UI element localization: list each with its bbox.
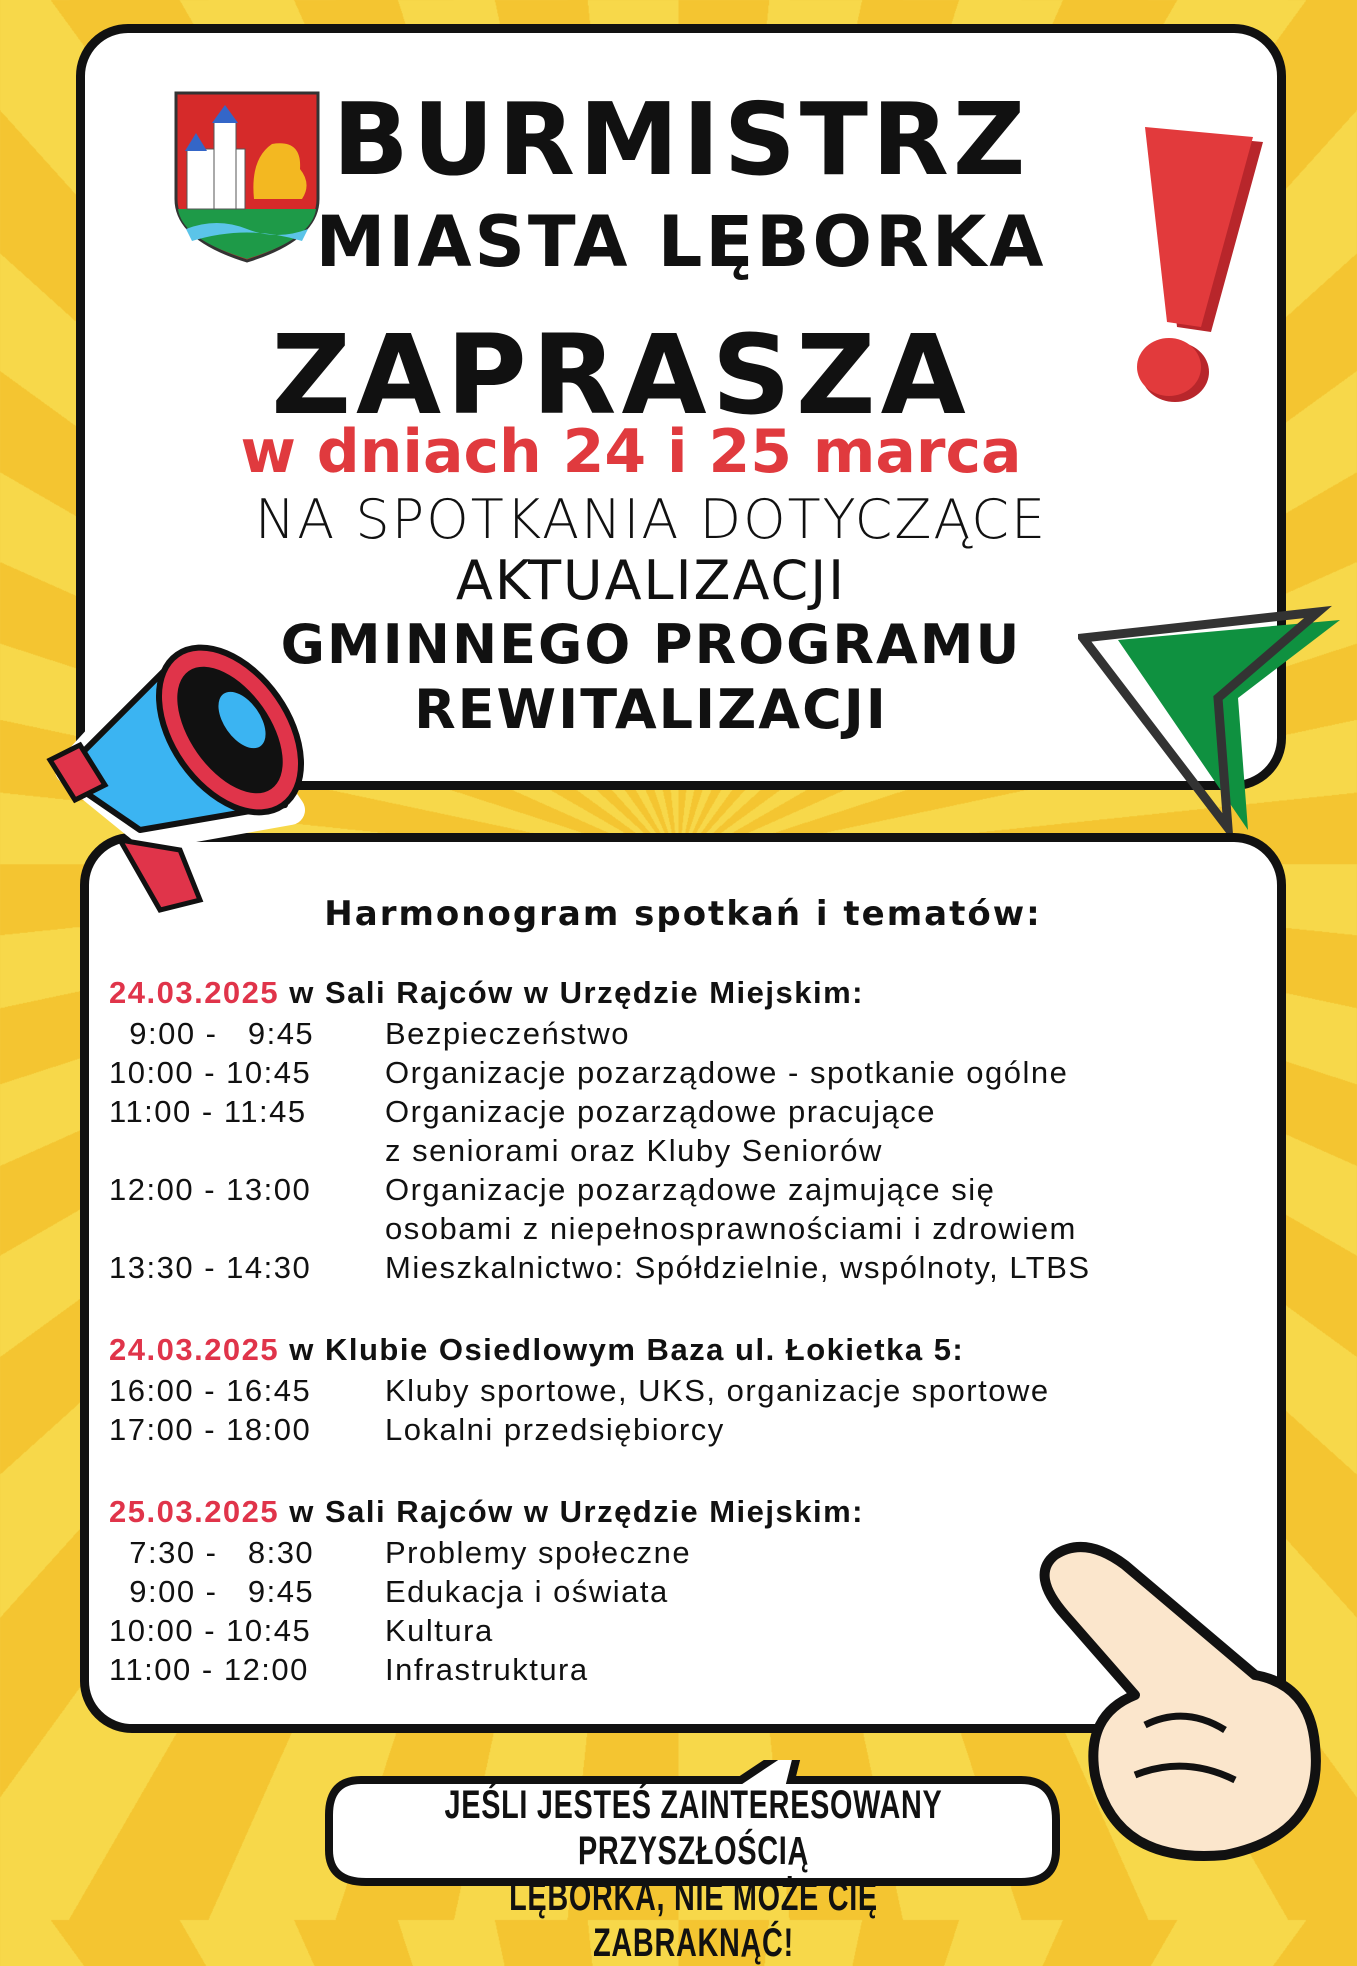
program-name-line1: GMINNEGO PROGRAMU (280, 613, 1022, 676)
schedule-row (109, 1572, 1091, 1611)
schedule-row (109, 1248, 1091, 1287)
section-place: w Sali Rajców w Urzędzie Miejskim: (279, 975, 864, 1010)
row-topic: osobami z niepełnosprawnościami i zdrowiem (385, 1211, 1077, 1246)
row-time: 7:30 - 8:30 (109, 1535, 315, 1570)
megaphone-icon (30, 610, 340, 935)
row-time: 11:00 - 12:00 (109, 1652, 309, 1687)
title-invites: ZAPRASZA (271, 311, 971, 439)
row-topic: Organizacje pozarządowe - spotkanie ogólne (385, 1055, 1069, 1090)
row-time: 17:00 - 18:00 (109, 1412, 312, 1447)
schedule-row (109, 1170, 1091, 1209)
pointing-hand-icon (1025, 1535, 1335, 1880)
row-time: 9:00 - 9:45 (109, 1016, 315, 1051)
schedule-row (109, 1650, 1091, 1689)
title-burmistrz: BURMISTRZ (332, 81, 1030, 198)
schedule-row (109, 1131, 1091, 1170)
row-time: 13:30 - 14:30 (109, 1250, 312, 1285)
event-dates: w dniach 24 i 25 marca (240, 417, 1022, 487)
schedule-row (109, 1371, 1091, 1410)
row-time (109, 1209, 385, 1248)
call-to-action-line2: LĘBORKA, NIE MOŻE CIĘ ZABRAKNĄĆ! (509, 1875, 878, 1965)
schedule-section (109, 1329, 1091, 1449)
row-time: 10:00 - 10:45 (109, 1055, 312, 1090)
section-date: 25.03.2025 (109, 1494, 280, 1529)
section-date: 24.03.2025 (109, 975, 280, 1010)
row-topic: Mieszkalnictwo: Spółdzielnie, wspólnoty, LTBS (385, 1250, 1091, 1285)
call-to-action-text (425, 1782, 961, 1966)
row-time: 11:00 - 11:45 (109, 1094, 307, 1129)
row-topic: z seniorami oraz Kluby Seniorów (385, 1133, 883, 1168)
schedule-row (109, 1410, 1091, 1449)
subtitle-line1: NA SPOTKANIA DOTYCZĄCE (254, 488, 1048, 551)
schedule-list (109, 972, 1091, 1731)
row-topic: Bezpieczeństwo (385, 1016, 631, 1051)
row-time (109, 1131, 385, 1170)
row-topic: Lokalni przedsiębiorcy (385, 1412, 725, 1447)
section-date: 24.03.2025 (109, 1332, 280, 1367)
row-time: 12:00 - 13:00 (109, 1172, 312, 1207)
exclamation-mark-icon (1115, 122, 1265, 407)
schedule-title: Harmonogram spotkań i tematów: (324, 894, 1042, 934)
schedule-row (109, 1014, 1091, 1053)
row-topic: Organizacje pozarządowe pracujące (385, 1094, 936, 1129)
schedule-section (109, 1491, 1091, 1689)
schedule-row (109, 1611, 1091, 1650)
row-topic: Organizacje pozarządowe zajmujące się (385, 1172, 996, 1207)
schedule-row (109, 1053, 1091, 1092)
call-to-action-line1: JEŚLI JESTEŚ ZAINTERESOWANY PRZYSZŁOŚCIĄ (444, 1783, 943, 1873)
row-time: 16:00 - 16:45 (109, 1373, 312, 1408)
subtitle-line2: AKTUALIZACJI (455, 549, 847, 612)
program-name-line2: REWITALIZACJI (414, 678, 888, 741)
pointer-arrow-icon (1078, 598, 1350, 834)
section-place: w Sali Rajców w Urzędzie Miejskim: (279, 1494, 864, 1529)
schedule-section (109, 972, 1091, 1287)
schedule-row (109, 1533, 1091, 1572)
row-time: 9:00 - 9:45 (109, 1574, 315, 1609)
schedule-row (109, 1092, 1091, 1131)
row-topic: Kluby sportowe, UKS, organizacje sportowe (385, 1373, 1050, 1408)
row-topic: Kultura (385, 1613, 494, 1648)
section-place: w Klubie Osiedlowym Baza ul. Łokietka 5: (279, 1332, 965, 1367)
row-topic: Edukacja i oświata (385, 1574, 669, 1609)
row-time: 10:00 - 10:45 (109, 1613, 312, 1648)
schedule-row (109, 1209, 1091, 1248)
row-topic: Problemy społeczne (385, 1535, 692, 1570)
row-topic: Infrastruktura (385, 1652, 589, 1687)
title-city: MIASTA LĘBORKA (315, 201, 1047, 283)
